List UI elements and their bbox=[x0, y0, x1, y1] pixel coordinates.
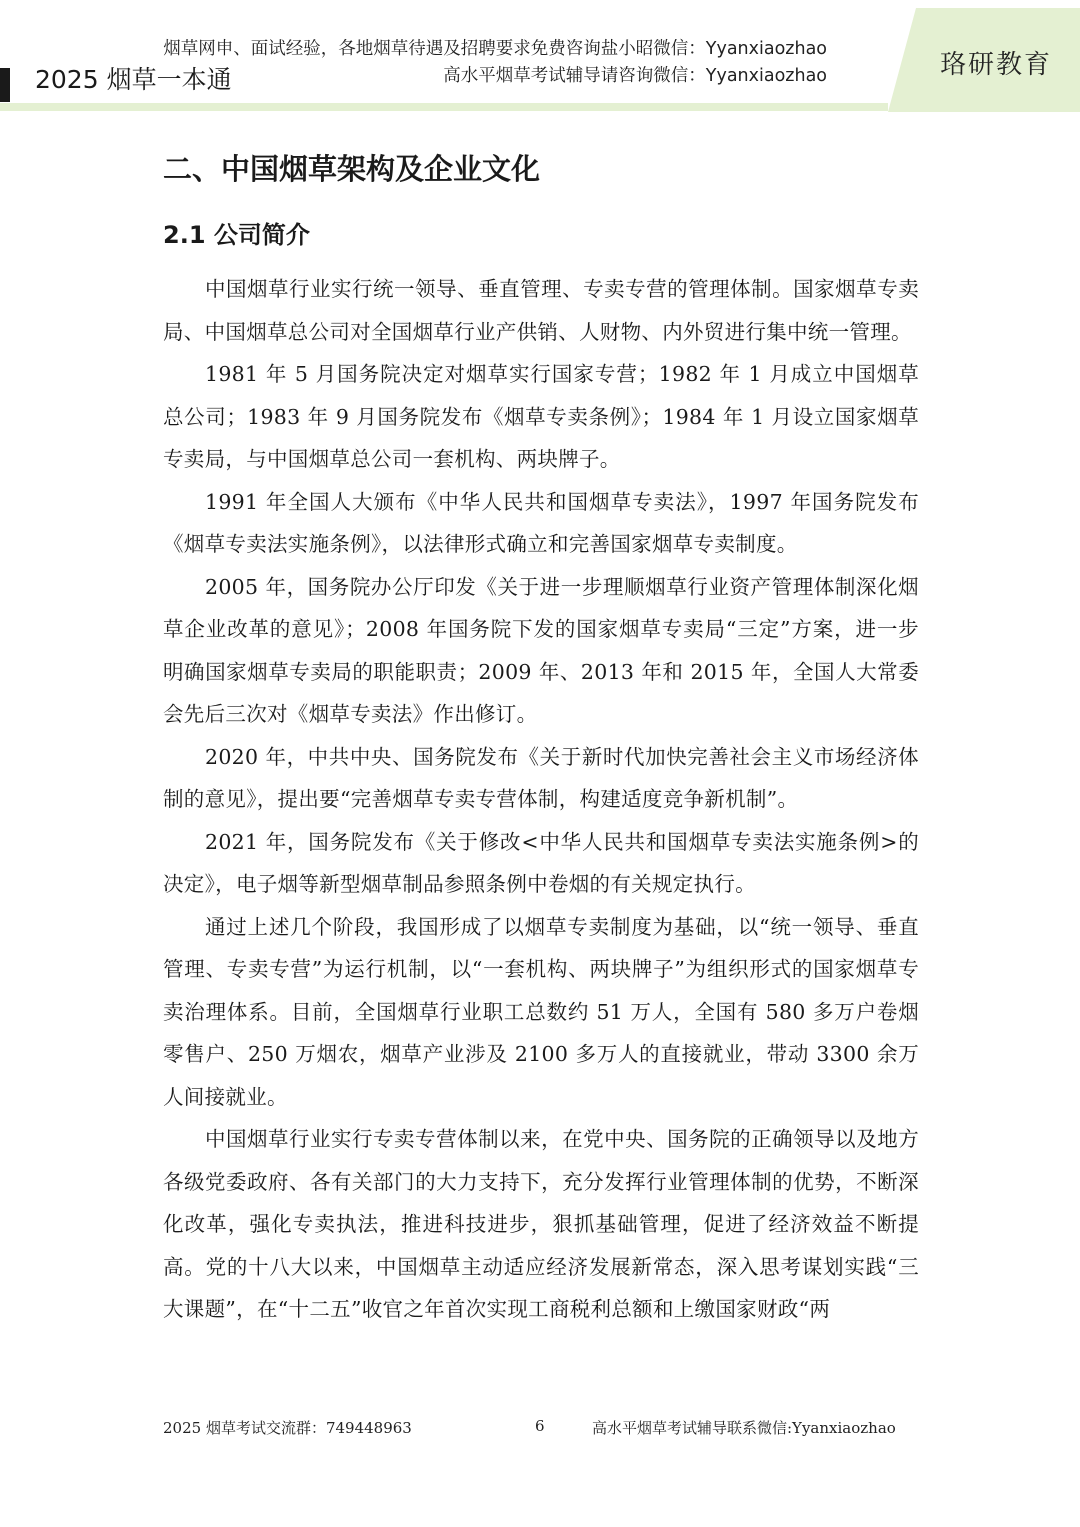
header-rule bbox=[0, 103, 888, 111]
page-footer bbox=[0, 1413, 1080, 1443]
header-title: 2025 烟草一本通 bbox=[35, 65, 232, 94]
footer-contact-info: 高水平烟草考试辅导联系微信:Yyanxiaozhao bbox=[592, 1419, 896, 1437]
paragraph: 2020 年，中共中央、国务院发布《关于新时代加快完善社会主义市场经济体制的意见》，提出要“完善烟草专卖专营体制，构建适度竞争新机制”。 bbox=[163, 744, 919, 811]
footer-group-info: 2025 烟草考试交流群：749448963 bbox=[163, 1419, 412, 1437]
paragraph: 2021 年，国务院发布《关于修改<中华人民共和国烟草专卖法实施条例>的决定》，电子烟等新型烟草制品参照条例中卷烟的有关规定执行。 bbox=[163, 829, 919, 896]
page-number: 6 bbox=[535, 1417, 545, 1435]
paragraph: 中国烟草行业实行统一领导、垂直管理、专卖专营的管理体制。国家烟草专卖局、中国烟草总公司对全国烟草行业产供销、人财物、内外贸进行集中统一管理。 bbox=[163, 277, 919, 344]
section-title: 二、中国烟草架构及企业文化 bbox=[163, 152, 541, 186]
subsection-title: 2.1 公司简介 bbox=[163, 221, 310, 249]
header-promo-line-2: 高水平烟草考试辅导请咨询微信：Yyanxiaozhao bbox=[443, 66, 827, 86]
paragraph: 2005 年，国务院办公厅印发《关于进一步理顺烟草行业资产管理体制深化烟草企业改革的意见》；2008 年国务院下发的国家烟草专卖局“三定”方案，进一步明确国家烟草专卖局的职能职责；2009 年、2013 年和 2015 年，全国人大常委会先后三次对《烟草专卖法》作出修订。 bbox=[163, 574, 919, 726]
paragraph: 1991 年全国人大颁布《中华人民共和国烟草专卖法》，1997 年国务院发布《烟草专卖法实施条例》，以法律形式确立和完善国家烟草专卖制度。 bbox=[163, 489, 919, 556]
header-marker-bar bbox=[0, 68, 10, 102]
brand-name: 珞研教育 bbox=[940, 50, 1053, 80]
header-promo-line-1: 烟草网申、面试经验，各地烟草待遇及招聘要求免费咨询盐小昭微信：Yyanxiaozhao bbox=[163, 39, 827, 59]
page-header bbox=[0, 0, 1080, 112]
page-content bbox=[163, 148, 919, 1331]
paragraph: 中国烟草行业实行专卖专营体制以来，在党中央、国务院的正确领导以及地方各级党委政府、各有关部门的大力支持下，充分发挥行业管理体制的优势，不断深化改革，强化专卖执法，推进科技进步，狠抓基础管理，促进了经济效益不断提高。党的十八大以来，中国烟草主动适应经济发展新常态，深入思考谋划实践“三大课题”，在“十二五”收官之年首次实现工商税利总额和上缴国家财政“两 bbox=[163, 1127, 919, 1321]
paragraph: 通过上述几个阶段，我国形成了以烟草专卖制度为基础，以“统一领导、垂直管理、专卖专营”为运行机制，以“一套机构、两块牌子”为组织形式的国家烟草专卖治理体系。目前，全国烟草行业职工总数约 51 万人，全国有 580 多万户卷烟零售户、250 万烟农，烟草产业涉及 2100 多万人的直接就业，带动 3300 余万人间接就业。 bbox=[163, 914, 919, 1109]
paragraph: 1981 年 5 月国务院决定对烟草实行国家专营；1982 年 1 月成立中国烟草总公司；1983 年 9 月国务院发布《烟草专卖条例》；1984 年 1 月设立国家烟草专卖局，与中国烟草总公司一套机构、两块牌子。 bbox=[163, 362, 919, 471]
body-text bbox=[163, 268, 919, 1331]
